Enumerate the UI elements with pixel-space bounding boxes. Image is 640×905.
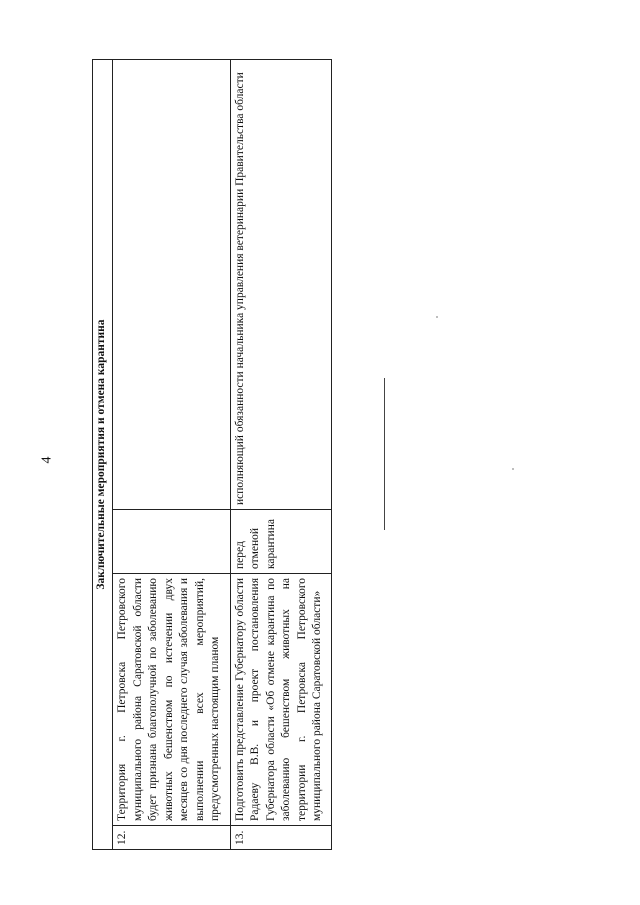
section-title: Заключительные мероприятия и отмена карантина — [93, 60, 113, 850]
measures-table — [92, 59, 332, 850]
row-number: 12. — [113, 826, 231, 850]
term-cell — [113, 510, 231, 574]
term-cell: перед отменой карантина — [230, 510, 331, 574]
rotated-table-container — [92, 60, 332, 850]
signature-line — [384, 378, 385, 530]
measure-cell: Подготовить представление Губернатору области Радаеву В.В. и проект постановления Губернатора области «Об отмене карантина по заболеванию бешенством животных на территории г. Петровска Петровского муниципального района Саратовской области» — [230, 574, 331, 826]
row-number: 13. — [230, 826, 331, 850]
table-row — [113, 60, 231, 850]
scan-speck — [512, 468, 514, 470]
section-header-row — [93, 60, 113, 850]
page-number: 4 — [39, 456, 55, 464]
measure-cell: Территория г. Петровска Петровского муниципального района Саратовской области будет признана благополучной по заболеванию животных бешенством по истечении двух месяцев со дня последнего случая заболевания и выполнении всех мероприятий, предусмотренных настоящим планом — [113, 574, 231, 826]
responsible-cell — [113, 60, 231, 510]
scan-speck — [436, 316, 438, 318]
table-row — [230, 60, 331, 850]
responsible-cell: исполняющий обязанности начальника управления ветеринарии Правительства области — [230, 60, 331, 510]
